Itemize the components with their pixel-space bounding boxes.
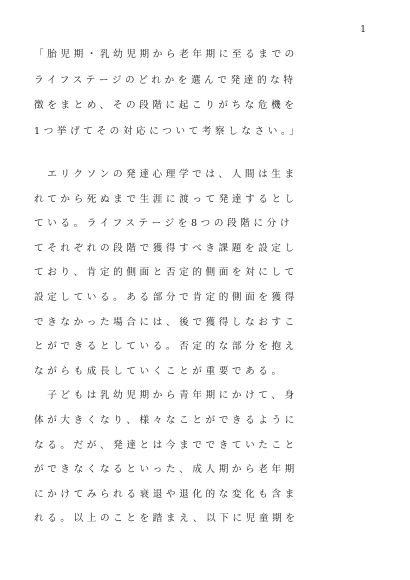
body-line: れる。以上のことを踏まえ、以下に児童期を bbox=[34, 513, 299, 525]
essay-body bbox=[34, 163, 366, 532]
body-line: ており、肯定的側面と否定的側面を対にして bbox=[34, 267, 298, 279]
body-line: ている。ライフステージを8つの段階に分け bbox=[34, 218, 294, 230]
body-line: できなかった場合には、後で獲得しなおすこ bbox=[34, 316, 298, 328]
body-line: エリクソンの発達心理学では、人間は生ま bbox=[34, 169, 298, 180]
body-line: にかけてみられる衰退や退化的な変化も含ま bbox=[34, 488, 298, 500]
body-line: 体が大きくなり、様々なことができるように bbox=[34, 414, 298, 426]
body-line: とができるとしている。否定的な部分を抱え bbox=[34, 341, 298, 353]
body-line: れてから死ぬまで生涯に渡って発達するとし bbox=[34, 193, 298, 205]
body-line: 子どもは乳幼児期から青年期にかけて、身 bbox=[34, 390, 298, 402]
body-line: 設定している。ある部分で肯定的側面を獲得 bbox=[34, 291, 298, 303]
question-line: 徴をまとめ、その段階に起こりがちな危機を bbox=[34, 100, 298, 112]
body-line: てそれぞれの段階で獲得すべき課題を設定し bbox=[34, 242, 298, 254]
question-line: ライフステージのどれかを選んで発達的な特 bbox=[34, 74, 297, 86]
question-prompt bbox=[34, 42, 366, 144]
page-number: 1 bbox=[360, 25, 366, 35]
body-line: ながらも成長していくことが重要である。 bbox=[34, 365, 285, 377]
question-line: 1つ挙げてその対応について考察しなさい。」 bbox=[34, 125, 303, 137]
body-line: なる。だが、発達とは今までできていたこと bbox=[34, 439, 298, 451]
question-line: 「胎児期・乳幼児期から老年期に至るまでの bbox=[34, 49, 298, 60]
body-line: ができなくなるといった、成人期から老年期 bbox=[34, 464, 298, 476]
